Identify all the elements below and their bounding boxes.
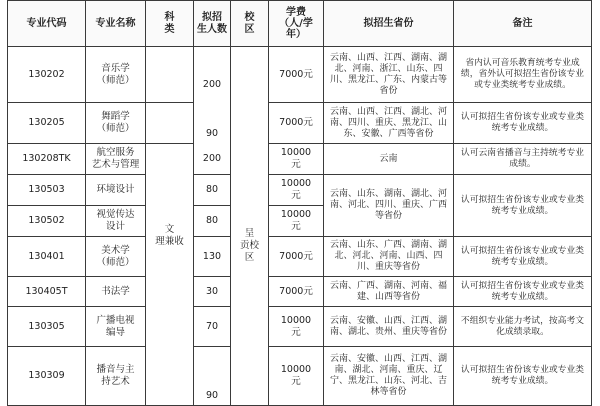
- row2-name: 舞蹈学 （师范）: [96, 111, 135, 134]
- row1-provinces: 云南、山西、江西、湖南、湖北、河南、浙江、山东、四川、黑龙江、广东、内蒙古等省份: [330, 52, 448, 96]
- header-category: 科 类: [164, 11, 175, 35]
- header-code: 专业代码: [26, 17, 67, 29]
- row5-plan: 80: [205, 215, 219, 226]
- header-campus: 校 区: [244, 11, 255, 35]
- row9-plan: 90: [205, 390, 219, 401]
- category-cell: 文 理兼收: [155, 224, 184, 247]
- row4-note: 认可拟招生省份该专业或专业类统考专业成绩。: [460, 194, 585, 216]
- row7-note: 认可拟招生省份该专业或专业类统考专业成绩。: [460, 280, 585, 302]
- row5-code: 130502: [28, 215, 65, 226]
- row3-note: 认可云南省播音与主持统考专业成绩。: [460, 148, 585, 169]
- row3-code: 130208TK: [22, 153, 71, 164]
- row2-provinces: 云南、山西、江西、湖北、河南、四川、重庆、黑龙江、山东、安徽、广西等省份: [330, 106, 448, 139]
- header-plan: 拟招 生人数: [197, 11, 227, 35]
- row3-fee: 10000 元: [280, 147, 312, 170]
- row1-code: 130202: [28, 68, 65, 80]
- row7-plan: 30: [205, 285, 219, 297]
- row6-code: 130401: [28, 250, 65, 262]
- row6-plan: 130: [202, 250, 222, 262]
- row3-provinces: 云南: [379, 153, 398, 164]
- header-note: 备注: [512, 17, 533, 29]
- row6-note: 认可拟招生省份该专业或专业类统考专业成绩。: [460, 245, 585, 267]
- row2-plan: 90: [205, 128, 219, 139]
- row7-name: 书法学: [101, 285, 130, 297]
- row4-name: 环境设计: [96, 184, 135, 195]
- row2-note: 认可拟招生省份该专业或专业类统考专业成绩。: [460, 112, 585, 133]
- row4-fee: 10000 元: [280, 178, 312, 201]
- row1-name: 音乐学 （师范）: [96, 62, 135, 86]
- row2-fee: 7000元: [279, 117, 313, 128]
- row4-code: 130503: [28, 184, 65, 195]
- row2-code: 130205: [28, 117, 65, 128]
- row4-plan: 80: [205, 184, 219, 195]
- row8-note: 不组织专业能力考试，按高考文化成绩录取。: [460, 315, 585, 337]
- row8-code: 130305: [28, 320, 65, 332]
- row1-note: 省内认可音乐教育统考专业成绩，省外认可拟招生省份该专业或专业类统考专业成绩。: [460, 58, 585, 90]
- row6-provinces: 云南、山东、广西、湖南、湖北、河北、河南、山西、四川、重庆等省份: [330, 240, 448, 272]
- row3-plan: 200: [202, 153, 222, 164]
- row7-code: 130405T: [25, 285, 68, 297]
- row9-fee: 10000 元: [280, 364, 312, 387]
- campus-cell: 呈 贡校 区: [239, 228, 259, 263]
- row6-fee: 7000元: [279, 250, 313, 262]
- row8-plan: 70: [205, 320, 219, 332]
- row1-fee: 7000元: [279, 68, 313, 80]
- header-provinces: 拟招生省份: [363, 17, 414, 29]
- header-fee: 学费 （人/学 年）: [279, 7, 313, 40]
- row5-fee: 10000 元: [280, 209, 312, 232]
- row7-fee: 7000元: [279, 285, 313, 297]
- row9-code: 130309: [28, 370, 65, 381]
- row3-name: 航空服务 艺术与管理: [91, 147, 140, 170]
- row8-fee: 10000 元: [280, 314, 312, 338]
- row4-provinces: 云南、山东、湖南、湖北、河南、河北、四川、重庆、广西等省份: [330, 189, 448, 221]
- header-name: 专业名称: [95, 17, 136, 29]
- row9-provinces: 云南、安徽、山西、江西、湖南、湖北、河南、重庆、辽宁、黑龙江、山东、河北、吉林等省份: [330, 354, 448, 397]
- row1-plan: 200: [202, 79, 222, 90]
- row9-note: 认可拟招生省份该专业或专业类统考专业成绩。: [460, 365, 585, 386]
- row6-name: 美术学 （师范）: [96, 244, 135, 268]
- row9-name: 播音与主 持艺术: [96, 364, 135, 387]
- row8-name: 广播电视 编导: [96, 314, 135, 338]
- row8-provinces: 云南、安徽、山西、江西、湖南、湖北、贵州、重庆等省份: [330, 315, 448, 337]
- row7-provinces: 云南、广西、湖南、河南、福建、山西等省份: [330, 280, 448, 302]
- row5-name: 视觉传达 设计: [96, 209, 135, 232]
